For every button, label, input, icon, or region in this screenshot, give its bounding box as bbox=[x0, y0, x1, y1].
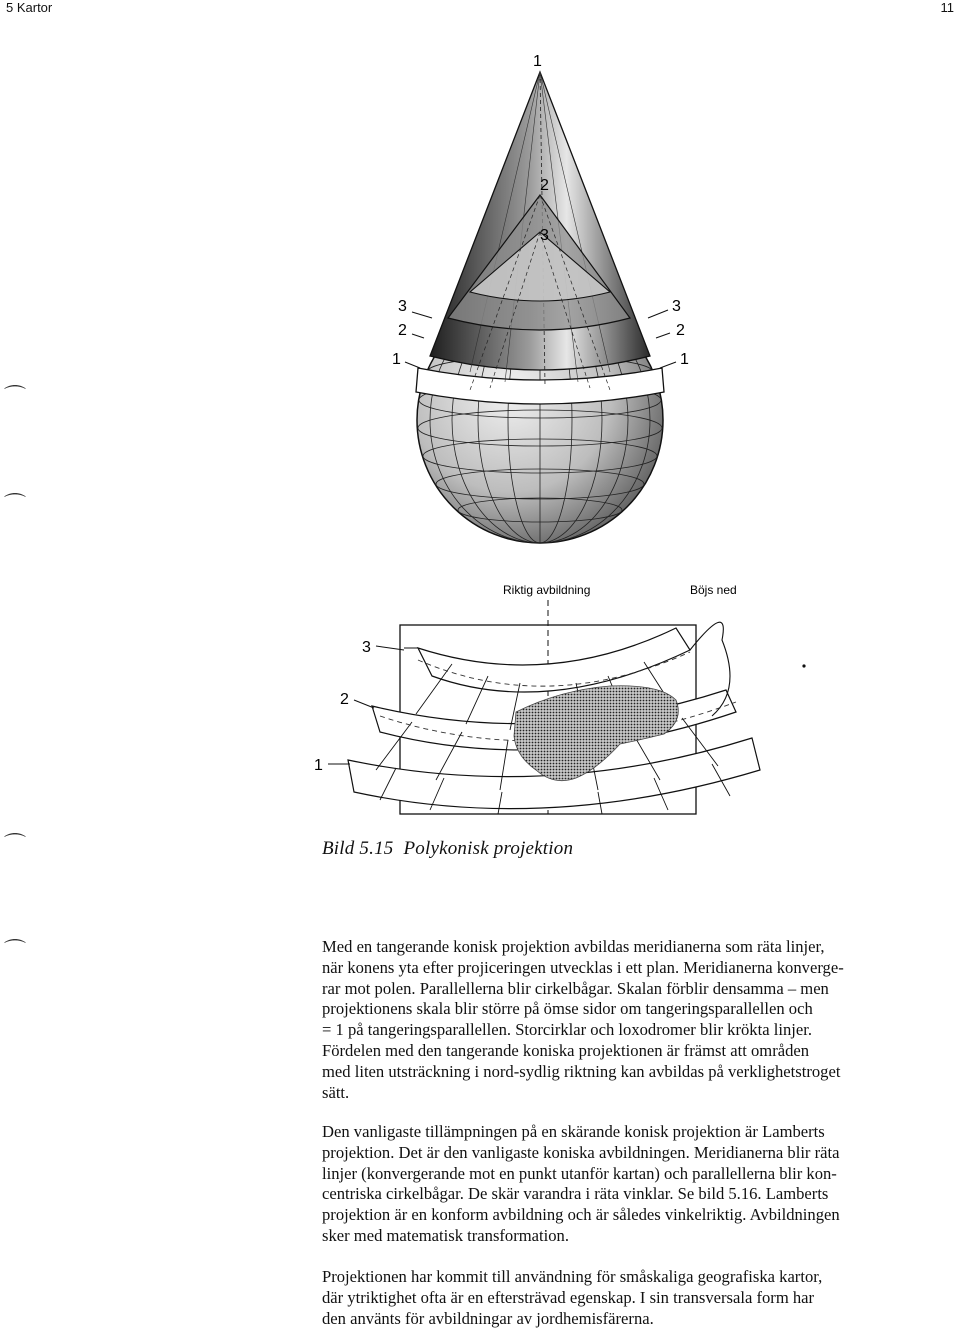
text-line: rar mot polen. Parallellerna blir cirkelbågar. Skalan förblir densamma – men bbox=[322, 978, 829, 998]
left-label-1: 1 bbox=[392, 351, 401, 368]
right-label-2: 2 bbox=[676, 322, 685, 339]
binding-mark: ⌒ bbox=[4, 493, 27, 518]
map-band-label-1: 1 bbox=[314, 757, 323, 774]
binding-mark: ⌒ bbox=[4, 385, 27, 410]
developed-map bbox=[348, 622, 806, 814]
map-band-label-3: 3 bbox=[362, 639, 371, 656]
right-label-1: 1 bbox=[680, 351, 689, 368]
text-line: Den vanligaste tillämpningen på en skärande konisk projektion är Lamberts bbox=[322, 1122, 825, 1141]
binding-mark: ⌒ bbox=[4, 833, 27, 858]
text-line: Med en tangerande konisk projektion avbildas meridianerna som räta linjer, bbox=[322, 937, 825, 956]
text-line: linjer (konvergerande mot en punkt utanför kartan) och parallellerna blir kon- bbox=[322, 1163, 837, 1183]
paragraph-1 bbox=[322, 937, 952, 1103]
page-number: 11 bbox=[940, 0, 954, 15]
text-line: projektion. Det är den vanligaste koniska avbildningen. Meridianerna blir räta bbox=[322, 1142, 840, 1162]
right-label-3: 3 bbox=[672, 298, 681, 315]
figure-caption bbox=[322, 838, 583, 860]
text-line: Fördelen med den tangerande koniska projektionen är främst att områden bbox=[322, 1040, 810, 1060]
text-line: centriska cirkelbågar. De skär varandra i räta vinklar. Se bild 5.16. Lamberts bbox=[322, 1184, 829, 1204]
left-label-2: 2 bbox=[398, 322, 407, 339]
bends-down-label: Böjs ned bbox=[690, 583, 737, 597]
cone-apex-label: 1 bbox=[533, 53, 542, 70]
text-line: när konens yta efter projiceringen utvecklas i ett plan. Meridianerna konverge- bbox=[322, 957, 844, 977]
text-line: = 1 på tangeringsparallellen. Storcirklar och loxodromer blir krökta linjer. bbox=[322, 1020, 812, 1040]
running-header-chapter: 5 Kartor bbox=[6, 0, 53, 15]
text-line: sätt. bbox=[322, 1082, 350, 1102]
binding-mark: ⌒ bbox=[4, 939, 27, 964]
paragraph-2 bbox=[322, 1122, 952, 1247]
text-line: projektionens skala blir större på ömse sidor om tangeringsparallellen och bbox=[322, 999, 813, 1019]
text-line: Projektionen har kommit till användning för småskaliga geografiska kartor, bbox=[322, 1267, 823, 1286]
text-line: där ytriktighet ofta är en eftersträvad egenskap. I sin transversala form har bbox=[322, 1287, 815, 1307]
caption-title: Polykonisk projektion bbox=[403, 838, 574, 859]
left-label-3: 3 bbox=[398, 298, 407, 315]
map-band-label-2: 2 bbox=[340, 691, 349, 708]
cone-middle-label: 2 bbox=[540, 177, 549, 194]
correct-mapping-label: Riktig avbildning bbox=[503, 583, 591, 597]
text-line: den använts för avbildningar av jordhemisfärerna. bbox=[322, 1308, 654, 1328]
paragraph-3 bbox=[322, 1267, 952, 1329]
text-line: med liten utsträckning i nord-sydlig riktning kan avbildas på verklighetstroget bbox=[322, 1061, 841, 1081]
text-line: projektion är en konform avbildning och är således vinkelriktig. Avbildningen bbox=[322, 1205, 840, 1225]
cone-inner-label: 3 bbox=[540, 227, 549, 244]
text-line: sker med matematisk transformation. bbox=[322, 1225, 569, 1245]
caption-number: Bild 5.15 bbox=[322, 838, 394, 859]
